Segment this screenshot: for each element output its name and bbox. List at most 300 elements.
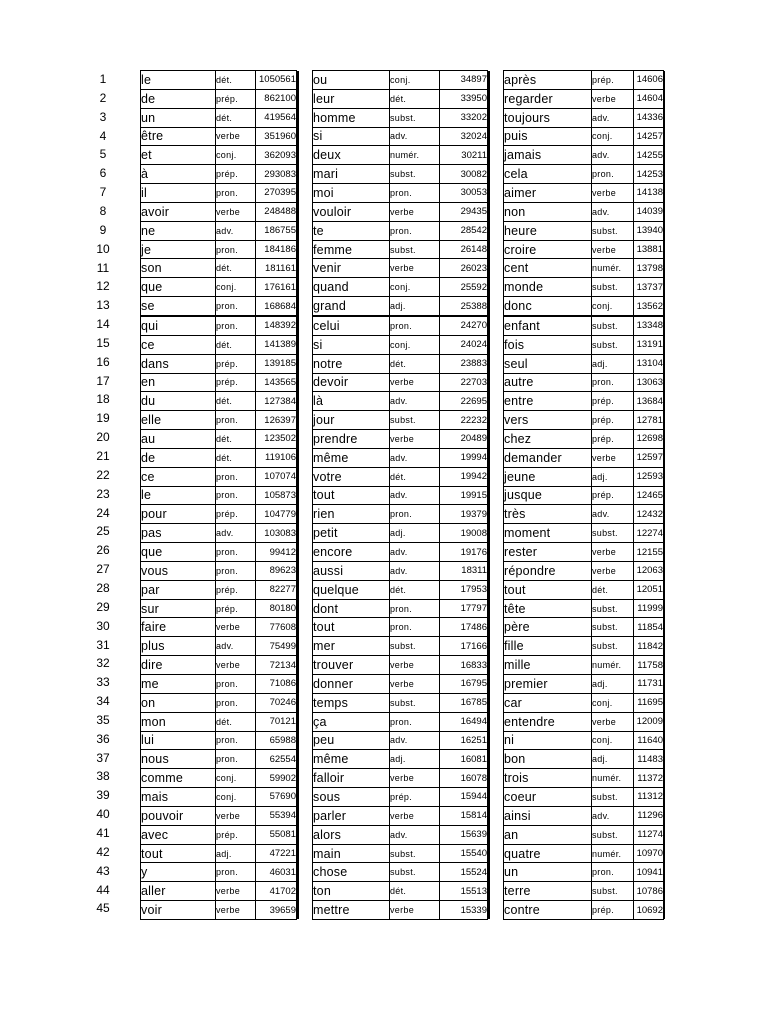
word-cell: grand (313, 297, 390, 316)
word-cell: toujours (504, 108, 592, 127)
word-cell: lui (141, 731, 216, 750)
frequency-cell: 10786 (634, 882, 664, 901)
word-cell: ainsi (504, 806, 592, 825)
word-cell: petit (313, 524, 390, 543)
table-row (141, 430, 297, 449)
word-cell: qui (141, 316, 216, 335)
category-cell: conj. (390, 71, 440, 90)
word-cell: an (504, 825, 592, 844)
word-cell: tout (313, 486, 390, 505)
word-cell: un (141, 108, 216, 127)
table-row (313, 806, 488, 825)
word-cell: vouloir (313, 202, 390, 221)
word-cell: cela (504, 165, 592, 184)
table-shadow-2 (488, 71, 490, 919)
frequency-cell: 248488 (256, 202, 297, 221)
frequency-cell: 41702 (256, 882, 297, 901)
word-cell: ce (141, 335, 216, 354)
frequency-cell: 30053 (440, 184, 488, 203)
table-row (504, 146, 664, 165)
category-cell: numér. (592, 769, 634, 788)
category-cell: pron. (216, 693, 256, 712)
frequency-cell: 13684 (634, 392, 664, 411)
word-cell: quand (313, 278, 390, 297)
frequency-cell: 12593 (634, 467, 664, 486)
frequency-cell: 14138 (634, 184, 664, 203)
category-cell: dét. (216, 335, 256, 354)
category-cell: subst. (592, 599, 634, 618)
frequency-cell: 176161 (256, 278, 297, 297)
word-cell: et (141, 146, 216, 165)
frequency-cell: 18311 (440, 561, 488, 580)
word-cell: tête (504, 599, 592, 618)
frequency-cell: 65988 (256, 731, 297, 750)
table-row (504, 467, 664, 486)
word-cell: être (141, 127, 216, 146)
frequency-cell: 15944 (440, 788, 488, 807)
word-cell: mais (141, 788, 216, 807)
word-cell: car (504, 693, 592, 712)
frequency-cell: 17953 (440, 580, 488, 599)
frequency-cell: 126397 (256, 411, 297, 430)
table-row (504, 825, 664, 844)
table-row (141, 599, 297, 618)
category-cell: dét. (216, 108, 256, 127)
category-cell: pron. (216, 240, 256, 259)
row-number: 27 (96, 562, 110, 577)
word-cell: très (504, 505, 592, 524)
frequency-cell: 77608 (256, 618, 297, 637)
word-cell: jamais (504, 146, 592, 165)
frequency-cell: 12063 (634, 561, 664, 580)
frequency-cell: 34897 (440, 71, 488, 90)
table-row (313, 297, 488, 316)
category-cell: conj. (216, 788, 256, 807)
frequency-cell: 19176 (440, 543, 488, 562)
table-row (313, 825, 488, 844)
frequency-cell: 15814 (440, 806, 488, 825)
row-number: 5 (99, 147, 107, 162)
frequency-cell: 141389 (256, 335, 297, 354)
word-cell: vers (504, 411, 592, 430)
frequency-cell: 13737 (634, 278, 664, 297)
table-row (141, 354, 297, 373)
row-number: 37 (96, 750, 110, 765)
table-row (504, 599, 664, 618)
word-cell: que (141, 543, 216, 562)
category-cell: dét. (216, 71, 256, 90)
category-cell: verbe (592, 240, 634, 259)
category-cell: prép. (390, 788, 440, 807)
word-cell: chose (313, 863, 390, 882)
table-row (504, 788, 664, 807)
frequency-cell: 107074 (256, 467, 297, 486)
table-row (313, 127, 488, 146)
row-number: 8 (99, 203, 107, 218)
table-row (504, 580, 664, 599)
word-cell: donner (313, 675, 390, 694)
frequency-cell: 127384 (256, 392, 297, 411)
word-cell: contre (504, 901, 592, 920)
frequency-cell: 19942 (440, 467, 488, 486)
word-cell: venir (313, 259, 390, 278)
word-cell: du (141, 392, 216, 411)
frequency-cell: 15524 (440, 863, 488, 882)
category-cell: adv. (216, 637, 256, 656)
word-cell: sous (313, 788, 390, 807)
category-cell: adj. (592, 750, 634, 769)
category-cell: conj. (592, 127, 634, 146)
frequency-cell: 14336 (634, 108, 664, 127)
category-cell: verbe (390, 259, 440, 278)
category-cell: conj. (216, 146, 256, 165)
word-cell: plus (141, 637, 216, 656)
frequency-cell: 143565 (256, 373, 297, 392)
word-cell: se (141, 297, 216, 316)
frequency-cell: 28542 (440, 221, 488, 240)
frequency-cell: 82277 (256, 580, 297, 599)
frequency-cell: 12432 (634, 505, 664, 524)
frequency-cell: 10970 (634, 844, 664, 863)
row-number: 34 (96, 694, 110, 709)
frequency-cell: 22703 (440, 373, 488, 392)
row-number: 41 (96, 826, 110, 840)
category-cell: pron. (592, 863, 634, 882)
category-cell: numér. (592, 259, 634, 278)
table-row (141, 486, 297, 505)
row-number: 44 (96, 882, 110, 897)
row-number: 39 (96, 788, 110, 803)
category-cell: subst. (592, 335, 634, 354)
word-cell: chez (504, 430, 592, 449)
row-number: 28 (96, 580, 110, 595)
row-number: 36 (96, 731, 110, 746)
category-cell: dét. (390, 354, 440, 373)
table-row (313, 354, 488, 373)
word-cell: son (141, 259, 216, 278)
table-row (313, 675, 488, 694)
table-row (141, 108, 297, 127)
category-cell: adv. (390, 731, 440, 750)
frequency-cell: 13348 (634, 316, 664, 335)
word-cell: premier (504, 675, 592, 694)
frequency-cell: 12465 (634, 486, 664, 505)
category-cell: adv. (592, 806, 634, 825)
word-cell: ne (141, 221, 216, 240)
table-row (313, 467, 488, 486)
table-row (504, 392, 664, 411)
word-cell: le (141, 486, 216, 505)
row-number: 7 (99, 185, 107, 200)
row-number: 18 (96, 392, 110, 407)
table-row (504, 71, 664, 90)
frequency-cell: 17797 (440, 599, 488, 618)
frequency-cell: 14257 (634, 127, 664, 146)
row-number: 2 (99, 90, 107, 105)
table-row (313, 599, 488, 618)
word-cell: moment (504, 524, 592, 543)
table-row (313, 335, 488, 354)
category-cell: adj. (592, 675, 634, 694)
word-cell: cent (504, 259, 592, 278)
word-cell: mettre (313, 901, 390, 920)
frequency-cell: 11312 (634, 788, 664, 807)
frequency-cell: 15639 (440, 825, 488, 844)
word-cell: seul (504, 354, 592, 373)
table-row (504, 656, 664, 675)
frequency-cell: 862100 (256, 89, 297, 108)
frequency-cell: 14606 (634, 71, 664, 90)
table-row (313, 278, 488, 297)
frequency-cell: 19379 (440, 505, 488, 524)
word-cell: enfant (504, 316, 592, 335)
table-row (504, 165, 664, 184)
word-cell: là (313, 392, 390, 411)
word-cell: tout (504, 580, 592, 599)
table-shadow-1 (297, 71, 299, 919)
category-cell: conj. (216, 278, 256, 297)
table-row (141, 788, 297, 807)
frequency-cell: 12274 (634, 524, 664, 543)
table-row (141, 316, 297, 335)
word-cell: alors (313, 825, 390, 844)
word-cell: fille (504, 637, 592, 656)
table-row (313, 788, 488, 807)
frequency-cell: 11731 (634, 675, 664, 694)
category-cell: pron. (216, 863, 256, 882)
word-cell: avoir (141, 202, 216, 221)
category-cell: prép. (216, 825, 256, 844)
word-cell: le (141, 71, 216, 90)
word-cell: donc (504, 297, 592, 316)
word-cell: tout (313, 618, 390, 637)
table-row (504, 259, 664, 278)
word-cell: trouver (313, 656, 390, 675)
word-cell: faire (141, 618, 216, 637)
category-cell: subst. (390, 637, 440, 656)
row-number: 31 (96, 637, 110, 652)
category-cell: subst. (592, 788, 634, 807)
word-cell: en (141, 373, 216, 392)
frequency-cell: 13798 (634, 259, 664, 278)
table-row (504, 108, 664, 127)
row-number: 14 (96, 317, 110, 332)
frequency-cell: 22695 (440, 392, 488, 411)
category-cell: prép. (592, 430, 634, 449)
word-cell: jour (313, 411, 390, 430)
table-row (141, 656, 297, 675)
word-cell: encore (313, 543, 390, 562)
row-number: 10 (96, 241, 110, 256)
word-cell: père (504, 618, 592, 637)
table-row (313, 580, 488, 599)
category-cell: verbe (390, 769, 440, 788)
frequency-cell: 16795 (440, 675, 488, 694)
table-row (313, 769, 488, 788)
table-row (141, 731, 297, 750)
table-row (313, 146, 488, 165)
category-cell: subst. (592, 882, 634, 901)
word-cell: elle (141, 411, 216, 430)
table-row (313, 108, 488, 127)
frequency-cell: 11999 (634, 599, 664, 618)
category-cell: prép. (216, 505, 256, 524)
table-row (504, 901, 664, 920)
table-row (313, 89, 488, 108)
word-cell: aussi (313, 561, 390, 580)
table-row (504, 373, 664, 392)
frequency-cell: 20489 (440, 430, 488, 449)
category-cell: verbe (390, 430, 440, 449)
category-cell: pron. (216, 184, 256, 203)
row-number: 17 (96, 373, 110, 388)
table-shadow-3 (663, 71, 665, 919)
category-cell: dét. (390, 89, 440, 108)
table-row (141, 543, 297, 562)
row-number: 6 (99, 166, 107, 181)
word-cell: rester (504, 543, 592, 562)
table-row (313, 505, 488, 524)
table-row (141, 806, 297, 825)
frequency-cell: 14255 (634, 146, 664, 165)
table-row (141, 693, 297, 712)
row-number: 23 (96, 486, 110, 501)
frequency-cell: 16833 (440, 656, 488, 675)
row-number: 15 (96, 335, 110, 350)
category-cell: verbe (592, 184, 634, 203)
table-row (504, 335, 664, 354)
category-cell: verbe (390, 675, 440, 694)
word-cell: parler (313, 806, 390, 825)
category-cell: conj. (390, 278, 440, 297)
frequency-cell: 15339 (440, 901, 488, 920)
word-cell: aller (141, 882, 216, 901)
table-row (504, 505, 664, 524)
table-row (141, 863, 297, 882)
row-number: 30 (96, 618, 110, 633)
frequency-cell: 139185 (256, 354, 297, 373)
word-cell: ce (141, 467, 216, 486)
category-cell: pron. (390, 712, 440, 731)
category-cell: dét. (216, 448, 256, 467)
frequency-cell: 89623 (256, 561, 297, 580)
word-cell: falloir (313, 769, 390, 788)
table-row (313, 240, 488, 259)
word-cell: aimer (504, 184, 592, 203)
table-row (141, 89, 297, 108)
table-row (313, 411, 488, 430)
category-cell: adv. (216, 524, 256, 543)
frequency-cell: 13104 (634, 354, 664, 373)
word-cell: que (141, 278, 216, 297)
table-row (141, 618, 297, 637)
category-cell: verbe (592, 712, 634, 731)
frequency-cell: 13191 (634, 335, 664, 354)
table-row (141, 769, 297, 788)
table-row (504, 240, 664, 259)
category-cell: pron. (216, 486, 256, 505)
table-row (141, 844, 297, 863)
table-row (504, 430, 664, 449)
row-number: 19 (96, 411, 110, 426)
table-row (141, 165, 297, 184)
table-row (141, 392, 297, 411)
word-cell: après (504, 71, 592, 90)
row-number: 11 (96, 260, 110, 275)
category-cell: pron. (216, 411, 256, 430)
category-cell: verbe (390, 656, 440, 675)
frequency-cell: 39659 (256, 901, 297, 920)
table-row (504, 316, 664, 335)
table-row (313, 71, 488, 90)
category-cell: adv. (592, 505, 634, 524)
word-cell: temps (313, 693, 390, 712)
category-cell: verbe (216, 806, 256, 825)
frequency-cell: 105873 (256, 486, 297, 505)
table-row (141, 448, 297, 467)
word-cell: homme (313, 108, 390, 127)
table-row (504, 844, 664, 863)
category-cell: prép. (592, 486, 634, 505)
frequency-cell: 22232 (440, 411, 488, 430)
category-cell: verbe (592, 89, 634, 108)
row-number: 32 (96, 656, 110, 671)
frequency-cell: 11640 (634, 731, 664, 750)
frequency-cell: 10941 (634, 863, 664, 882)
category-cell: verbe (216, 882, 256, 901)
table-row (313, 202, 488, 221)
word-cell: peu (313, 731, 390, 750)
category-cell: adv. (390, 392, 440, 411)
word-cell: votre (313, 467, 390, 486)
table-row (504, 411, 664, 430)
word-cell: même (313, 448, 390, 467)
category-cell: conj. (216, 769, 256, 788)
word-cell: par (141, 580, 216, 599)
word-cell: je (141, 240, 216, 259)
frequency-cell: 17166 (440, 637, 488, 656)
category-cell: verbe (216, 202, 256, 221)
word-cell: celui (313, 316, 390, 335)
table-row (313, 882, 488, 901)
frequency-cell: 24270 (440, 316, 488, 335)
row-number: 12 (96, 279, 110, 294)
table-row (313, 637, 488, 656)
table-row (141, 184, 297, 203)
frequency-cell: 70121 (256, 712, 297, 731)
frequency-table-column-2 (312, 70, 488, 920)
table-row (313, 618, 488, 637)
word-cell: au (141, 430, 216, 449)
table-row (141, 240, 297, 259)
table-row (504, 806, 664, 825)
category-cell: verbe (216, 127, 256, 146)
table-row (141, 825, 297, 844)
frequency-cell: 25592 (440, 278, 488, 297)
word-cell: ça (313, 712, 390, 731)
category-cell: pron. (592, 373, 634, 392)
row-number: 1 (99, 72, 107, 86)
word-cell: il (141, 184, 216, 203)
category-cell: subst. (592, 637, 634, 656)
table-row (504, 882, 664, 901)
frequency-cell: 23883 (440, 354, 488, 373)
word-cell: puis (504, 127, 592, 146)
word-cell: heure (504, 221, 592, 240)
category-cell: dét. (216, 259, 256, 278)
table-row (504, 297, 664, 316)
table-row (504, 448, 664, 467)
